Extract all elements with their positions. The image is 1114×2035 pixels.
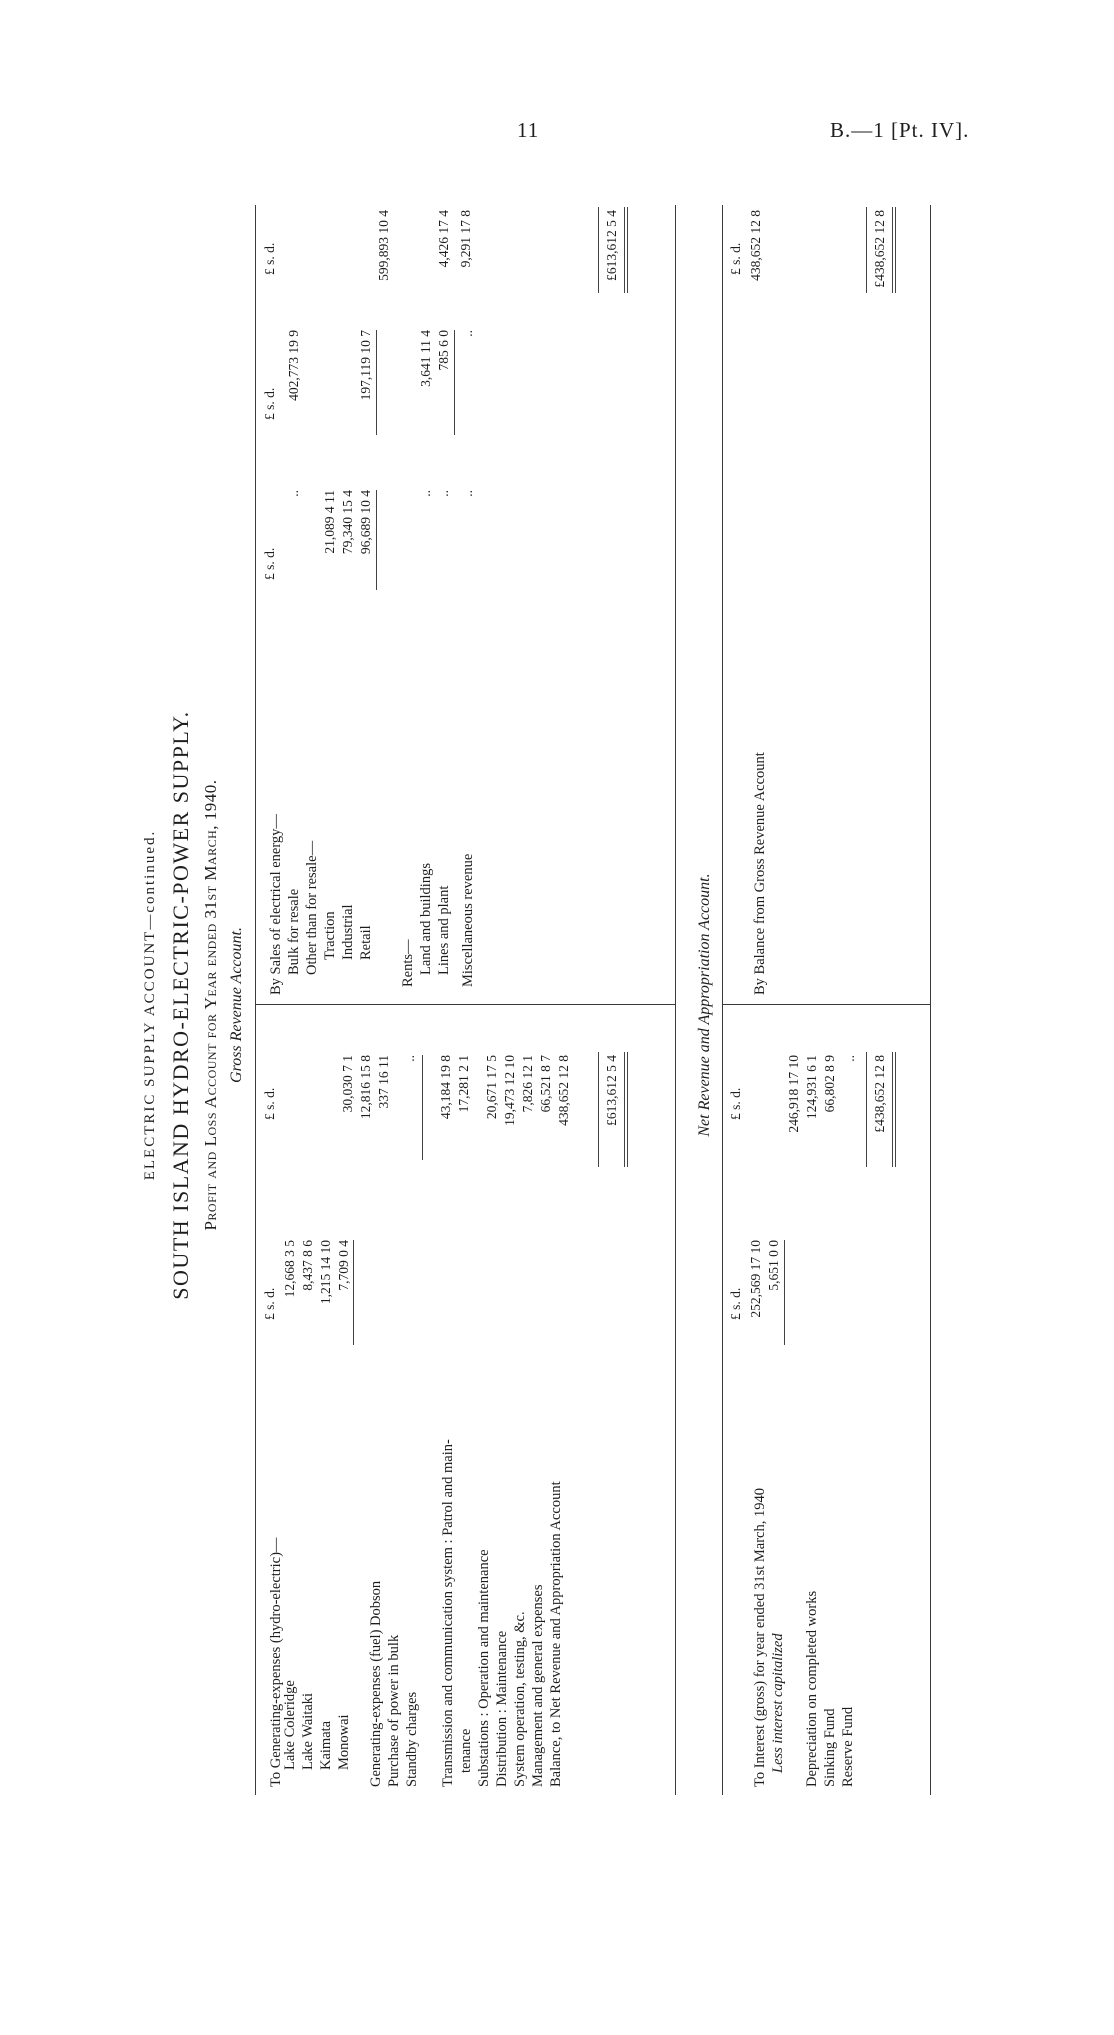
- account-title: ELECTRIC SUPPLY ACCOUNT—continued.: [142, 829, 158, 1181]
- land-amount: 3,641 11 4: [418, 330, 433, 387]
- misc-amount: 9,291 17 8: [458, 210, 473, 268]
- distribution-amount: 20,671 17 5: [484, 1055, 499, 1120]
- reserve-fund-label: Reserve Fund: [840, 1706, 856, 1787]
- transmission-amount: 43,184 19 8: [438, 1055, 453, 1120]
- management-label: Management and general expenses: [530, 1584, 546, 1787]
- standby-amount: ..: [402, 1055, 417, 1062]
- net-debit-total-top-rule: [866, 1052, 867, 1167]
- interest-subtotal-rule: [784, 1240, 785, 1345]
- col-head-c3: £ s. d.: [262, 242, 277, 275]
- kaimata-label: Kaimata: [318, 1720, 334, 1770]
- depreciation-amount: 124,931 6 1: [804, 1055, 819, 1120]
- gross-debit-total-top-rule: [598, 1052, 599, 1167]
- monowai-amount: 7,709 0 4: [336, 1240, 351, 1291]
- reserve-fund-amount: ..: [842, 1055, 857, 1062]
- gross-credit-total-top-rule: [598, 207, 599, 293]
- coleridge-amount: 12,668 3 5: [282, 1240, 297, 1298]
- net-col-head-credit: £ s. d.: [728, 242, 743, 275]
- gross-credit-total-rule-2: [627, 207, 628, 293]
- misc-inner: ..: [460, 490, 475, 497]
- lines-label: Lines and plant: [436, 885, 452, 975]
- net-debit-total-rule-2: [895, 1052, 896, 1167]
- rents-subtotal-rule: [454, 330, 455, 435]
- standby-label: Standby charges: [404, 1691, 420, 1787]
- col-head-c2: £ s. d.: [262, 387, 277, 420]
- net-debit-total: £438,652 12 8: [872, 1055, 887, 1133]
- interest-label: To Interest (gross) for year ended 31st March, 1940: [752, 1488, 768, 1787]
- col-head-outer: £ s. d.: [262, 1087, 277, 1120]
- col-head-c1: £ s. d.: [262, 547, 277, 580]
- less-interest-label: Less interest capitalized: [770, 1633, 786, 1773]
- hydro-subtotal-rule: [353, 1240, 354, 1345]
- gross-debit-total: £613,612 5 4: [604, 1055, 619, 1126]
- sales-heading: By Sales of electrical energy—: [268, 814, 284, 995]
- bulk-amount: 402,773 19 9: [286, 330, 301, 401]
- net-col-head-outer: £ s. d.: [728, 1087, 743, 1120]
- balance-from-gross-amount: 438,652 12 8: [748, 210, 763, 281]
- net-debit-total-rule-1: [892, 1052, 893, 1167]
- depreciation-label: Depreciation on completed works: [804, 1590, 820, 1787]
- balance-subtotal-amount: 66,521 8 7: [538, 1055, 553, 1113]
- waitaki-label: Lake Waitaki: [300, 1692, 316, 1770]
- management-amount: 7,826 12 1: [520, 1055, 535, 1113]
- interest-amount: 252,569 17 10: [748, 1240, 763, 1318]
- gross-center-rule: [255, 1004, 675, 1005]
- net-credit-total-top-rule: [866, 207, 867, 293]
- balance-from-gross-label: By Balance from Gross Revenue Account: [752, 752, 768, 995]
- lines-amount: 785 6 0: [436, 330, 451, 371]
- net-credit-total-rule-1: [892, 207, 893, 293]
- other-total-amount: 197,119 10 7: [358, 330, 373, 401]
- other-than-resale-heading: Other than for resale—: [304, 840, 320, 975]
- supply-title: SOUTH ISLAND HYDRO-ELECTRIC-POWER SUPPLY.: [168, 710, 193, 1300]
- sinking-fund-label: Sinking Fund: [822, 1708, 838, 1787]
- land-label: Land and buildings: [418, 863, 434, 975]
- net-center-rule: [722, 1004, 930, 1005]
- period-title: Profit and Loss Account for Year ended 31st March, 1940.: [201, 779, 220, 1231]
- net-credit-total-rule-2: [895, 207, 896, 293]
- balance-amount: 438,652 12 8: [556, 1055, 571, 1126]
- gen-fuel-amount: 12,816 15 8: [358, 1055, 373, 1120]
- coleridge-label: Lake Coleridge: [282, 1680, 298, 1770]
- transmission-label-2: tenance: [458, 1728, 474, 1773]
- retail-amount: 96,689 10 4: [358, 490, 373, 555]
- sales-subtotal-rule: [376, 330, 377, 435]
- bulk-label: Bulk for resale: [286, 888, 302, 975]
- industrial-label: Industrial: [340, 904, 356, 960]
- net-top-rule: [722, 205, 723, 1795]
- net-revenue-heading: Net Revenue and Appropriation Account.: [696, 873, 713, 1137]
- lines-inner: ..: [436, 490, 451, 497]
- substations-amount: 17,281 2 1: [456, 1055, 471, 1113]
- page-number: 11: [517, 118, 540, 142]
- rents-heading: Rents—: [400, 939, 416, 987]
- top-rule: [255, 205, 256, 1795]
- industrial-amount: 79,340 15 4: [340, 490, 355, 555]
- misc-label: Miscellaneous revenue: [460, 853, 476, 987]
- transmission-label-1: Transmission and communication system : Patrol and main-: [440, 1439, 456, 1787]
- interest-net-amount: 246,918 17 10: [786, 1055, 801, 1133]
- rents-total-amount: 4,426 17 4: [436, 210, 451, 268]
- land-inner: ..: [418, 490, 433, 497]
- gross-bottom-rule: [675, 205, 676, 1795]
- system-operation-amount: 19,473 12 10: [502, 1055, 517, 1126]
- net-credit-total: £438,652 12 8: [872, 210, 887, 288]
- balance-label: Balance, to Net Revenue and Appropriation Account: [548, 1481, 564, 1787]
- retail-label: Retail: [358, 925, 374, 960]
- col-head-inner: £ s. d.: [262, 1287, 277, 1320]
- gen-hydro-heading: To Generating-expenses (hydro-electric)—: [268, 1537, 284, 1787]
- purchase-amount: 337 16 11: [376, 1055, 391, 1109]
- distribution-label: Distribution : Maintenance: [494, 1630, 510, 1787]
- traction-amount: 21,089 4 11: [322, 490, 337, 554]
- waitaki-amount: 8,437 8 6: [300, 1240, 315, 1291]
- gross-revenue-heading: Gross Revenue Account.: [228, 927, 245, 1083]
- traction-label: Traction: [322, 911, 338, 960]
- misc-middle: ..: [460, 330, 475, 337]
- gross-credit-total: £613,612 5 4: [604, 210, 619, 281]
- gen-fuel-label: Generating-expenses (fuel) Dobson: [368, 1580, 384, 1787]
- gross-debit-total-rule-2: [627, 1052, 628, 1167]
- sinking-fund-amount: 66,802 8 9: [822, 1055, 837, 1113]
- substations-label: Substations : Operation and maintenance: [476, 1549, 492, 1787]
- sales-total-amount: 599,893 10 4: [376, 210, 391, 281]
- kaimata-amount: 1,215 14 10: [318, 1240, 333, 1305]
- bulk-inner: ..: [286, 490, 301, 497]
- monowai-label: Monowai: [336, 1714, 352, 1770]
- gross-debit-total-rule-1: [624, 1052, 625, 1167]
- purchase-label: Purchase of power in bulk: [386, 1634, 402, 1787]
- system-operation-label: System operation, testing, &c.: [512, 1611, 528, 1787]
- gross-credit-total-rule-1: [624, 207, 625, 293]
- less-interest-amount: 5,651 0 0: [766, 1240, 781, 1291]
- other-subtotal-rule: [376, 490, 377, 590]
- hydro-total-amount: 30,030 7 1: [340, 1055, 355, 1113]
- page-reference: B.—1 [Pt. IV].: [830, 118, 970, 142]
- net-bottom-rule: [930, 205, 931, 1795]
- generation-subtotal-rule: [422, 1055, 423, 1160]
- net-col-head-inner: £ s. d.: [728, 1287, 743, 1320]
